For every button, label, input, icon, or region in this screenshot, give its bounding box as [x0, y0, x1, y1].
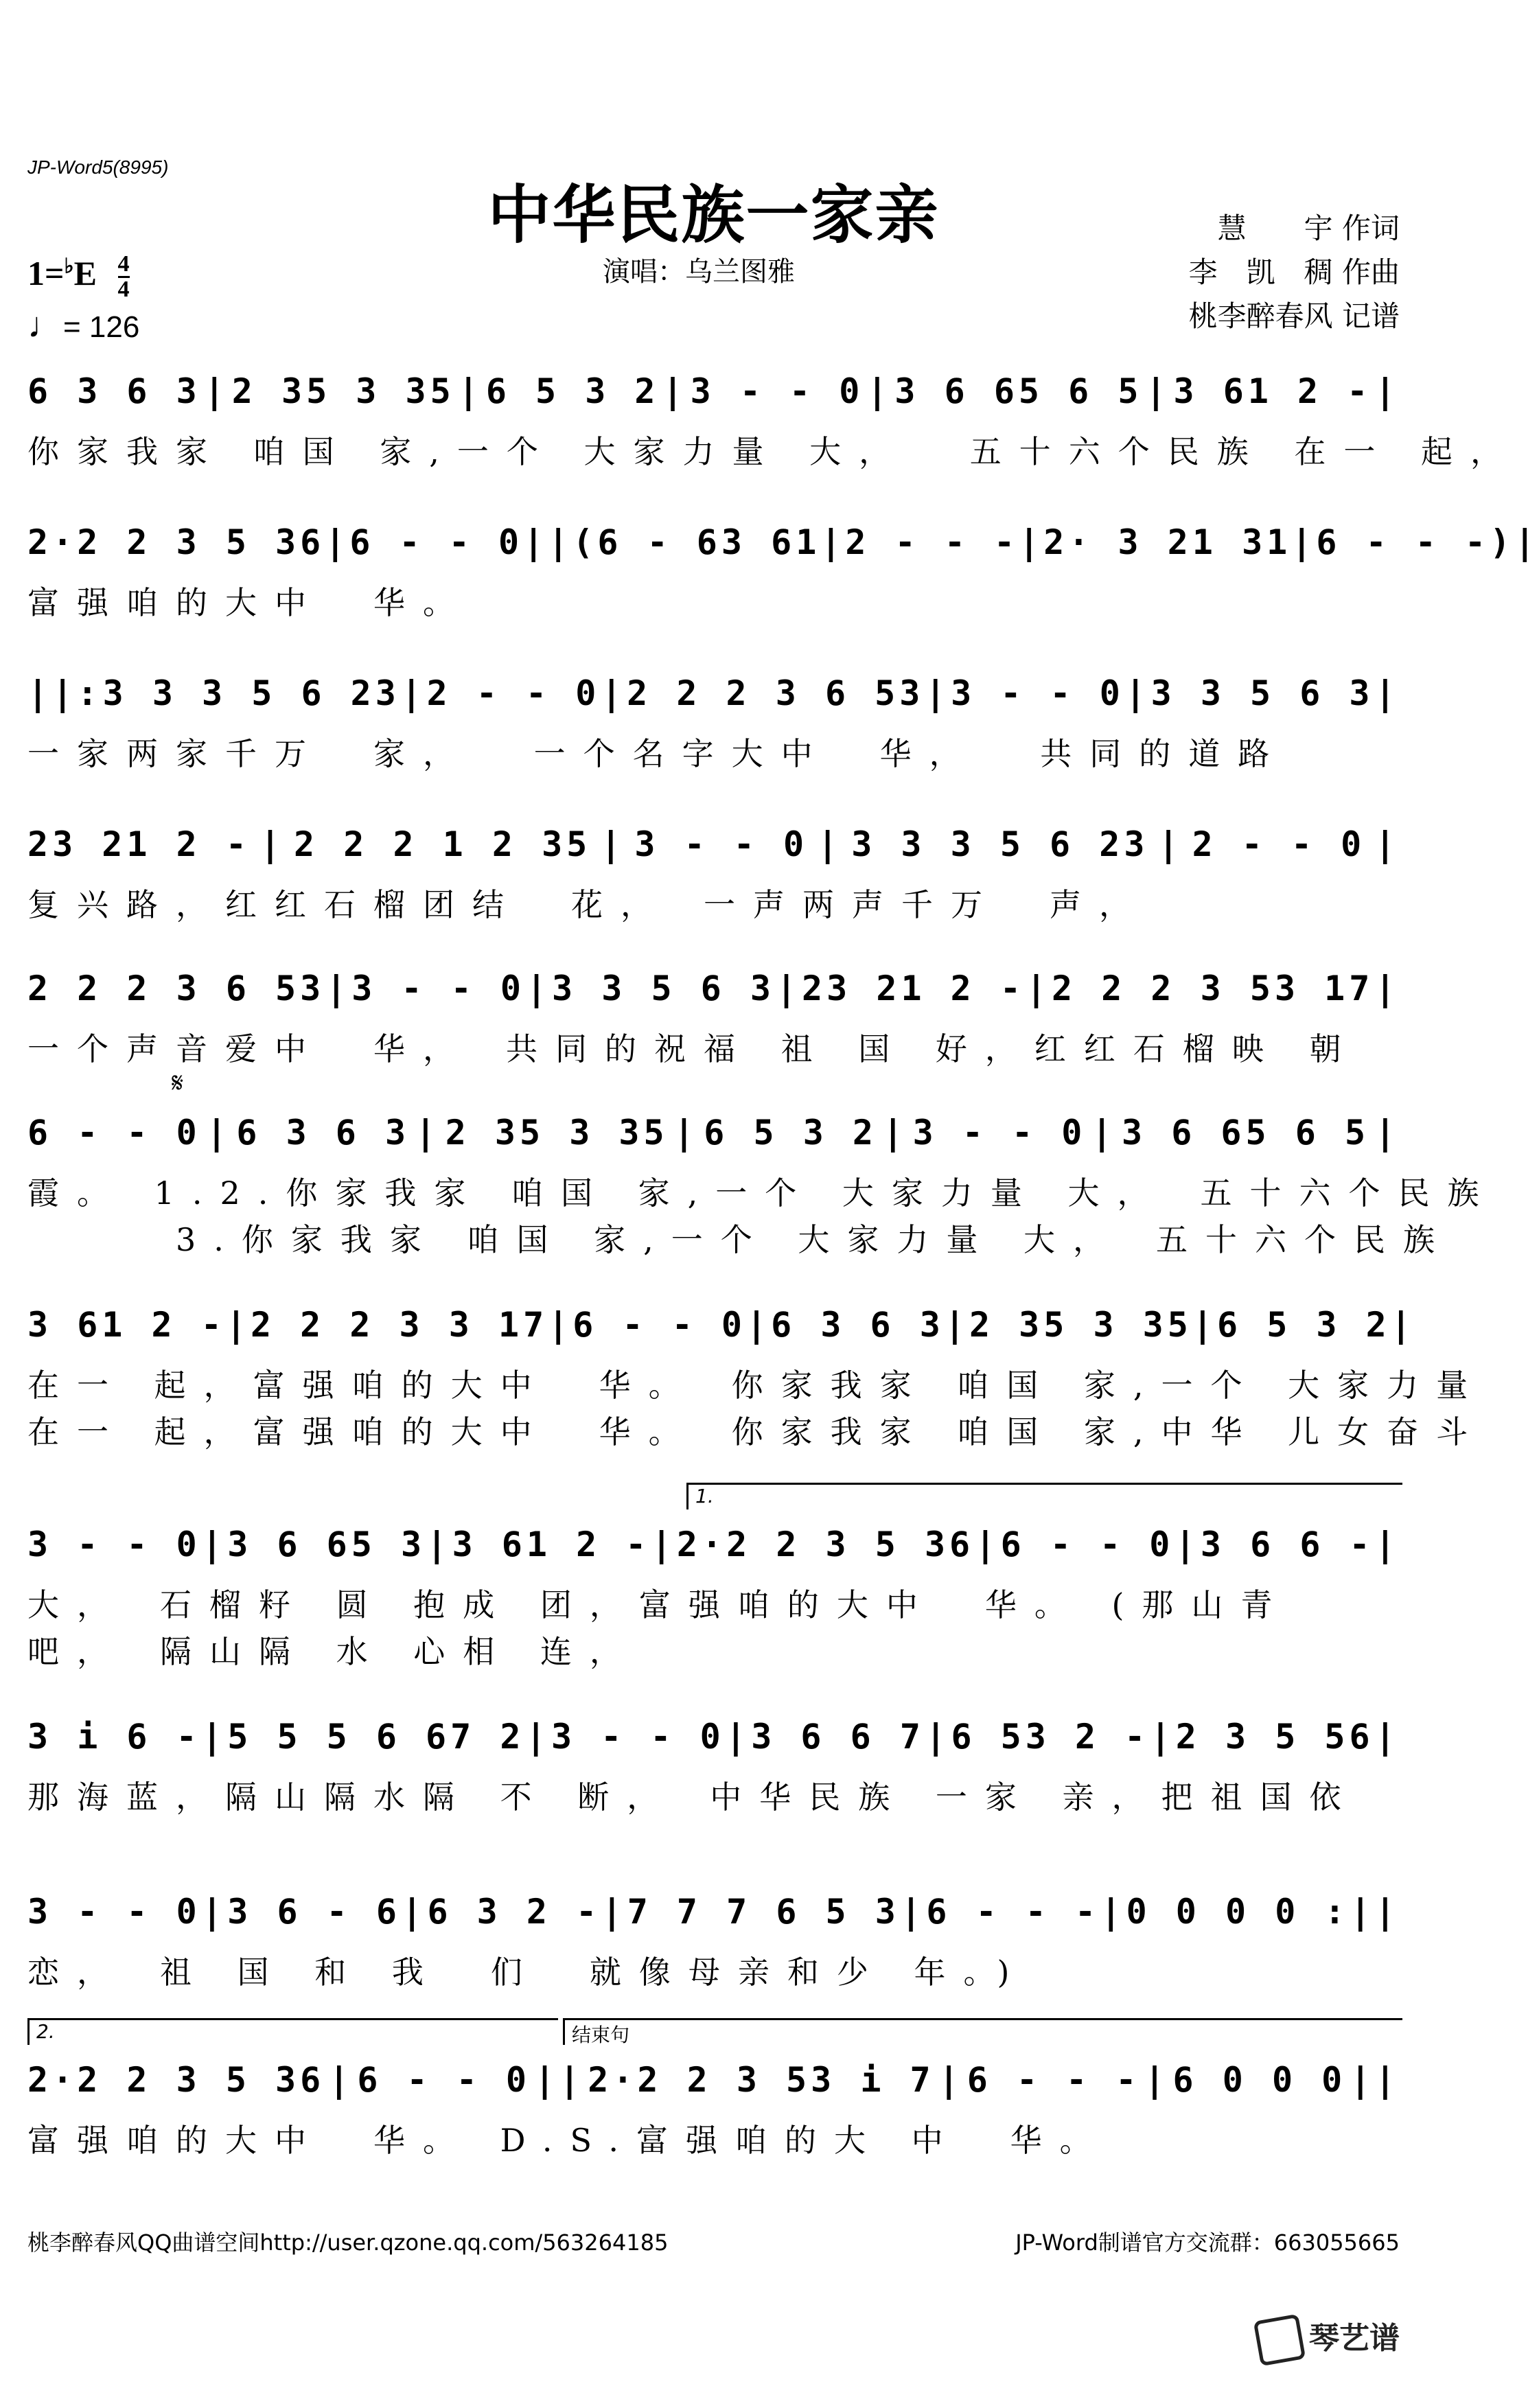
score-system-5: [27, 961, 1400, 1067]
quarter-note-icon: ♩: [27, 305, 63, 345]
measure: 3 61 2 -: [452, 1525, 651, 1564]
measure: 2 2 2 3 3 17: [250, 1305, 548, 1345]
page-title: 中华民族一家亲: [487, 178, 940, 252]
measure: 6 - - -): [1316, 522, 1515, 562]
measure: 3 6 65 6 5: [894, 371, 1143, 411]
tempo-value: = 126: [63, 310, 140, 344]
score-system-11: [27, 2052, 1400, 2159]
lyrics-line-1: 富强咱的大中 华。 D.S.富强咱的大 中 华。: [27, 2122, 1109, 2159]
tempo-mark: [27, 305, 139, 346]
measure: 3 3 3 5 6 23: [851, 824, 1149, 864]
measure: 2 2 2 3 6 53: [27, 969, 325, 1008]
measure: 3 6 6 7: [751, 1717, 925, 1757]
measure: 3 3 3 5 6 23: [102, 673, 400, 713]
measure: 2 35 3 35: [445, 1113, 669, 1153]
measure: 3 i 6 -: [27, 1717, 201, 1757]
measure: 2 35 3 35: [231, 371, 455, 411]
measure: 3 3 5 6 3: [552, 969, 775, 1008]
notes-row: 2·2 2 3 5 36 | 6 - - 0 || (6 - 63 61 | 2 - - - | 2· 3 21 31 | 6 - - -) |: [27, 522, 1539, 562]
key-note: E: [73, 253, 97, 292]
lyrics-line-1: 富强咱的大中 华。: [27, 584, 472, 621]
watermark-text: 琴艺谱: [1309, 2321, 1400, 2356]
measure: 3 6 65 6 5: [1122, 1113, 1370, 1153]
lyrics-line-1: 你家我家 咱国 家,一个 大家力量 大， 五十六个民族 在一 起，: [27, 433, 1520, 470]
measure: 3 - - 0: [690, 371, 864, 411]
lyrics-line-1: 大， 石榴籽 圆 抱成 团，富强咱的大中 华。 (那山青: [27, 1586, 1291, 1623]
notes-row: 6 - - 0 | 6 3 6 3 | 2 35 3 35 | 6 5 3 2 | 3 - - 0 | 3 6 65 6 5 |: [27, 1113, 1400, 1153]
time-bottom: 4: [117, 277, 130, 302]
lyrics-line-2: 吧， 隔山隔 水 心相 连，: [27, 1633, 639, 1670]
measure: 6 - - -: [926, 1892, 1100, 1932]
ending-bracket: 结束句: [563, 2018, 1402, 2045]
score-system-6: [27, 1105, 1497, 1258]
lyrics-line-1: 在一 起，富强咱的大中 华。 你家我家 咱国 家,一个 大家力量: [27, 1367, 1486, 1404]
measure: 6 3 6 3: [27, 371, 201, 411]
measure: 2 2 2 1 2 35: [294, 824, 592, 864]
measure: 6 - - 0: [1000, 1525, 1174, 1564]
measure: 3 - - 0: [351, 969, 525, 1008]
measure: 3 - - 0: [634, 824, 809, 864]
measure: 2 3 5 56: [1175, 1717, 1374, 1757]
measure: 2 - - -: [845, 522, 1019, 562]
measure: 3 61 2 -: [1173, 371, 1372, 411]
software-label: JP-Word5(8995): [27, 157, 169, 178]
score-system-1: [27, 364, 1520, 470]
measure: 6 - - 0: [357, 2060, 531, 2100]
measure: 2·2 2 3 5 36: [27, 522, 325, 562]
measure: 2·2 2 3 5 36: [27, 2060, 325, 2100]
score-system-10: [27, 1884, 1400, 1991]
volta-bracket-1: 1.: [686, 1483, 1402, 1509]
composer-credit: 李 凯 稠 作曲: [1188, 255, 1400, 289]
measure: 3 61 2 -: [27, 1305, 226, 1345]
measure: 3 6 65 3: [227, 1525, 426, 1564]
measure: 3 - - 0: [951, 673, 1124, 713]
notes-row: 3 61 2 - | 2 2 2 3 3 17 | 6 - - 0 | 6 3 6 3 | 2 35 3 35 | 6 5 3 2 |: [27, 1305, 1415, 1345]
measure: 6 53 2 -: [951, 1717, 1150, 1757]
score-system-4: [27, 817, 1400, 923]
measure: 6 3 6 3: [236, 1113, 410, 1153]
measure: 6 - - 0: [572, 1305, 746, 1345]
measure: 2 2 2 3 53 17: [1052, 969, 1374, 1008]
score-system-8: [27, 1517, 1400, 1668]
measure: 6 - - 0: [27, 1113, 201, 1153]
segno-icon: 𝄋: [172, 1067, 184, 1099]
lyrics-line-2: 3.你家我家 咱国 家,一个 大家力量 大， 五十六个民族: [27, 1221, 1453, 1258]
notes-row: 3 i 6 - | 5 5 5 6 67 2 | 3 - - 0 | 3 6 6 7 | 6 53 2 - | 2 3 5 56 |: [27, 1717, 1400, 1757]
measure: 6 5 3 2: [704, 1113, 878, 1153]
lyrics-line-1: 霞。 1.2.你家我家 咱国 家,一个 大家力量 大， 五十六个民族: [27, 1174, 1497, 1212]
logo-icon: [1253, 2314, 1306, 2366]
time-top: 4: [117, 251, 130, 277]
key-prefix: 1=: [27, 253, 65, 292]
measure: 23 21 2 -: [27, 824, 251, 864]
footer-group: JP-Word制谱官方交流群：663055665: [1015, 2230, 1400, 2256]
notes-row: 3 - - 0 | 3 6 65 3 | 3 61 2 - | 2·2 2 3 5 36 | 6 - - 0 | 3 6 6 - |: [27, 1525, 1400, 1564]
measure: 3 - - 0: [912, 1113, 1087, 1153]
notes-row: 2·2 2 3 5 36 | 6 - - 0 || 2·2 2 3 53 i 7 | 6 - - - | 6 0 0 0 ||: [27, 2060, 1400, 2100]
flat-icon: ♭: [64, 255, 74, 278]
measure: 3 - - 0: [27, 1892, 201, 1932]
volta-bracket-2: 2.: [27, 2018, 558, 2045]
notes-row: ||: 3 3 3 5 6 23 | 2 - - 0 | 2 2 2 3 6 53 | 3 - - 0 | 3 3 5 6 3 |: [27, 673, 1400, 713]
lyricist-credit: 慧 宇 作词: [1217, 211, 1400, 245]
lyrics-line-1: 恋， 祖 国 和 我 们 就像母亲和少 年。): [27, 1954, 1028, 1991]
watermark-logo: [1257, 2313, 1400, 2363]
measure: 2 - - 0: [1192, 824, 1366, 864]
measure: 5 5 5 6 67 2: [227, 1717, 525, 1757]
lyrics-line-1: 一个声音爱中 华， 共同的祝福 祖 国 好，红红石榴映 朝: [27, 1030, 1359, 1067]
score-system-2: [27, 515, 1539, 621]
notes-row: 2 2 2 3 6 53 | 3 - - 0 | 3 3 5 6 3 | 23 21 2 - | 2 2 2 3 53 17 |: [27, 969, 1400, 1008]
lyrics-line-2: 在一 起，富强咱的大中 华。 你家我家 咱国 家,中华 儿女奋斗: [27, 1413, 1486, 1450]
measure: 2·2 2 3 53 i 7: [588, 2060, 935, 2100]
measure: 2·2 2 3 5 36: [676, 1525, 975, 1564]
score-system-9: [27, 1709, 1400, 1816]
measure: 3 3 5 6 3: [1150, 673, 1374, 713]
measure: 6 3 2 -: [427, 1892, 601, 1932]
measure: 23 21 2 -: [802, 969, 1025, 1008]
measure: 2 35 3 35: [969, 1305, 1192, 1345]
footer-source: 桃李醉春风QQ曲谱空间http://user.qzone.qq.com/563264185: [27, 2230, 669, 2256]
notes-row: 23 21 2 - | 2 2 2 1 2 35 | 3 - - 0 | 3 3 3 5 6 23 | 2 - - 0 |: [27, 824, 1400, 864]
measure: 3 6 - 6: [227, 1892, 401, 1932]
measure: 6 5 3 2: [1216, 1305, 1391, 1345]
notes-row: 3 - - 0 | 3 6 - 6 | 6 3 2 - | 7 7 7 6 5 3 | 6 - - - | 0 0 0 0 : ||: [27, 1892, 1400, 1932]
score-system-7: [27, 1297, 1486, 1450]
score-system-3: [27, 666, 1400, 772]
measure: 6 3 6 3: [771, 1305, 945, 1345]
measure: 6 - - -: [967, 2060, 1141, 2100]
measure: 2 - - 0: [426, 673, 601, 713]
measure: 7 7 7 6 5 3: [627, 1892, 900, 1932]
transcriber-credit: 桃李醉春风 记谱: [1188, 299, 1400, 333]
measure: 0 0 0 0 :: [1126, 1892, 1350, 1932]
measure: 2 2 2 3 6 53: [627, 673, 925, 713]
measure: 6 5 3 2: [485, 371, 660, 411]
notes-row: 6 3 6 3 | 2 35 3 35 | 6 5 3 2 | 3 - - 0 | 3 6 65 6 5 | 3 61 2 - |: [27, 371, 1400, 411]
measure: 2· 3 21 31: [1043, 522, 1292, 562]
measure: (6 - 63 61: [572, 522, 821, 562]
lyrics-line-1: 复兴路，红红石榴团结 花， 一声两声千万 声，: [27, 886, 1148, 923]
measure: 3 - - 0: [27, 1525, 201, 1564]
singer-label: 演唱：乌兰图雅: [603, 256, 795, 288]
measure: 3 - - 0: [551, 1717, 725, 1757]
lyrics-line-1: 那海蓝，隔山隔水隔 不 断， 中华民族 一家 亲，把祖国依: [27, 1779, 1359, 1816]
lyrics-line-1: 一家两家千万 家， 一个名字大中 华， 共同的道路: [27, 735, 1288, 772]
measure: 6 0 0 0: [1172, 2060, 1347, 2100]
measure: 6 - - 0: [349, 522, 524, 562]
time-signature: [118, 253, 130, 301]
key-signature: [27, 253, 130, 301]
measure: 3 6 6 -: [1200, 1525, 1374, 1564]
